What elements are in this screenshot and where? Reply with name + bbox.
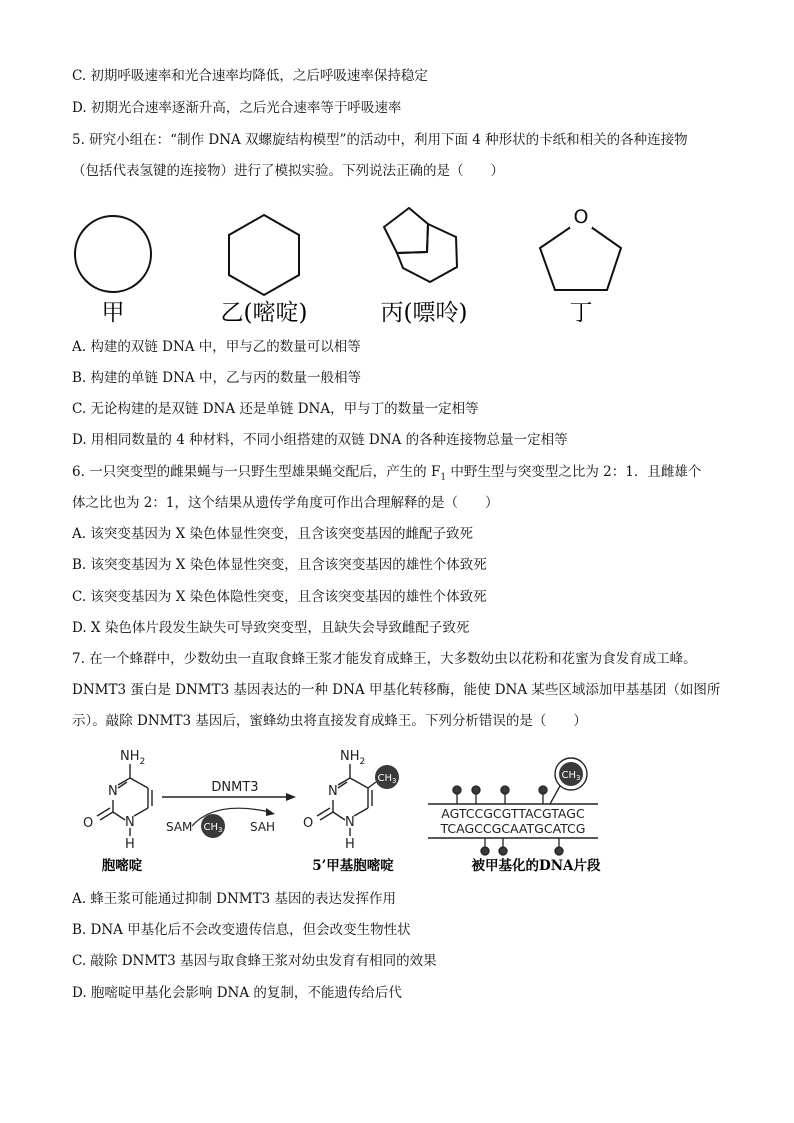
circle-shape <box>75 216 151 292</box>
sah-label: SAH <box>250 820 276 834</box>
svg-text:NH2 <box>340 749 365 767</box>
q5-option-a: A. 构建的双链 DNA 中，甲与乙的数量可以相等 <box>72 339 361 355</box>
sam-label: SAM <box>166 820 193 834</box>
shape-label-bing: 丙(嘌呤) <box>380 300 468 326</box>
o-label-2: O <box>303 816 314 831</box>
q5-stem-line1: 5. 研究小组在：“制作 DNA 双螺旋结构模型”的活动中，利用下面 4 种形状的卡纸和相关的各种连接物 <box>72 132 688 148</box>
n-label-2: N <box>125 815 135 830</box>
q4-option-d: D. 初期光合速率逐渐升高，之后光合速率等于呼吸速率 <box>72 100 402 116</box>
q7-option-c: C. 敲除 DNMT3 基因与取食蜂王浆对幼虫发育有相同的效果 <box>72 953 437 969</box>
svg-text:NH2 <box>120 749 145 767</box>
methylcytosine-structure <box>303 749 399 852</box>
h-label-2: H <box>345 837 355 852</box>
nh2-label-2: NH <box>340 749 360 764</box>
methyl-label-3: CH <box>561 770 577 781</box>
reaction-arrow <box>162 780 296 838</box>
q5-stem-line2: （包括代表氢键的连接物）进行了模拟实验。下列说法正确的是（ ） <box>72 163 504 179</box>
ring-atom-label: O <box>573 206 589 228</box>
h-label-1: H <box>125 837 135 852</box>
q6-stem-line2: 体之比也为 2：1，这个结果从遗传学角度可作出合理解释的是（ ） <box>72 495 499 511</box>
q5-option-d: D. 用相同数量的 4 种材料，不同小组搭建的双链 DNA 的各种连接物总量一定相等 <box>72 432 568 448</box>
methylation-figure <box>70 740 630 880</box>
enzyme-label: DNMT3 <box>211 780 259 795</box>
q6-option-c: C. 该突变基因为 X 染色体隐性突变，且含该突变基因的雄性个体致死 <box>72 589 487 605</box>
methyl-label-2: CH <box>377 773 393 784</box>
dna-bottom-strand: TCAGCCGCAATGCATCG <box>440 821 586 836</box>
q5-option-c: C. 无论构建的是双链 DNA 还是单链 DNA，甲与丁的数量一定相等 <box>72 401 479 417</box>
q7-stem-line3: 示）。敲除 DNMT3 基因后，蜜蜂幼虫将直接发育成蜂王。下列分析错误的是（ ） <box>72 713 587 729</box>
hexagon-shape <box>229 215 299 295</box>
purine-shape <box>384 208 457 282</box>
q6-stem-line1-a: 6. 一只突变型的雌果蝇与一只野生型雄果蝇交配后，产生的 F <box>72 464 441 480</box>
q5-option-b: B. 构建的单链 DNA 中，乙与丙的数量一般相等 <box>72 370 361 386</box>
methyl-sub-2: 3 <box>392 777 397 785</box>
shape-label-yi: 乙(嘧啶) <box>220 300 308 326</box>
n-label-3: N <box>328 784 338 799</box>
n-label-1: N <box>108 784 118 799</box>
caption-methylcytosine: 5’甲基胞嘧啶 <box>312 858 394 874</box>
q7-stem-line1: 7. 在一个蜂群中，少数幼虫一直取食蜂王浆才能发育成蜂王，大多数幼虫以花粉和花蜜为食发育成工峰。 <box>72 651 697 667</box>
methyl-sub-1: 3 <box>218 826 223 834</box>
shape-label-ding: 丁 <box>569 300 593 326</box>
shape-label-jia: 甲 <box>101 300 125 326</box>
q7-option-a: A. 蜂王浆可能通过抑制 DNMT3 基因的表达发挥作用 <box>72 891 396 907</box>
q7-stem-line2: DNMT3 蛋白是 DNMT3 基因表达的一种 DNA 甲基化转移酶，能使 DNA 某些区域添加甲基基团（如图所 <box>72 682 721 698</box>
q7-option-d: D. 胞嘧啶甲基化会影响 DNA 的复制，不能遗传给后代 <box>72 985 402 1001</box>
methylated-dna-fragment <box>428 758 598 855</box>
nh2-sub-1: 2 <box>139 757 146 767</box>
q6-stem-line1 <box>72 463 701 487</box>
nh2-label-1: NH <box>120 749 140 764</box>
ring-shape-with-oxygen <box>540 204 621 290</box>
methyl-sub-3: 3 <box>576 774 581 782</box>
caption-methylated-dna: 被甲基化的DNA片段 <box>471 858 601 874</box>
q6-option-b: B. 该突变基因为 X 染色体显性突变，且含该突变基因的雄性个体致死 <box>72 557 487 573</box>
o-label-1: O <box>83 816 94 831</box>
q6-option-a: A. 该突变基因为 X 染色体显性突变，且含该突变基因的雌配子致死 <box>72 526 474 542</box>
q6-option-d: D. X 染色体片段发生缺失可导致突变型，且缺失会导致雌配子致死 <box>72 620 470 636</box>
q7-option-b: B. DNA 甲基化后不会改变遗传信息，但会改变生物性状 <box>72 922 411 938</box>
n-label-4: N <box>345 815 355 830</box>
q4-option-c: C. 初期呼吸速率和光合速率均降低，之后呼吸速率保持稳定 <box>72 68 428 84</box>
dna-top-strand: AGTCCGCGTTACGTAGC <box>441 806 585 821</box>
methyl-label-1: CH <box>203 822 219 833</box>
nh2-sub-2: 2 <box>359 757 366 767</box>
cytosine-structure <box>83 749 152 852</box>
q5-shapes-figure <box>60 192 660 332</box>
q6-stem-line1-b: 中野生型与突变型之比为 2：1．且雌雄个 <box>446 464 702 480</box>
caption-cytosine: 胞嘧啶 <box>101 858 143 874</box>
q6-subscript: 1 <box>440 472 447 483</box>
